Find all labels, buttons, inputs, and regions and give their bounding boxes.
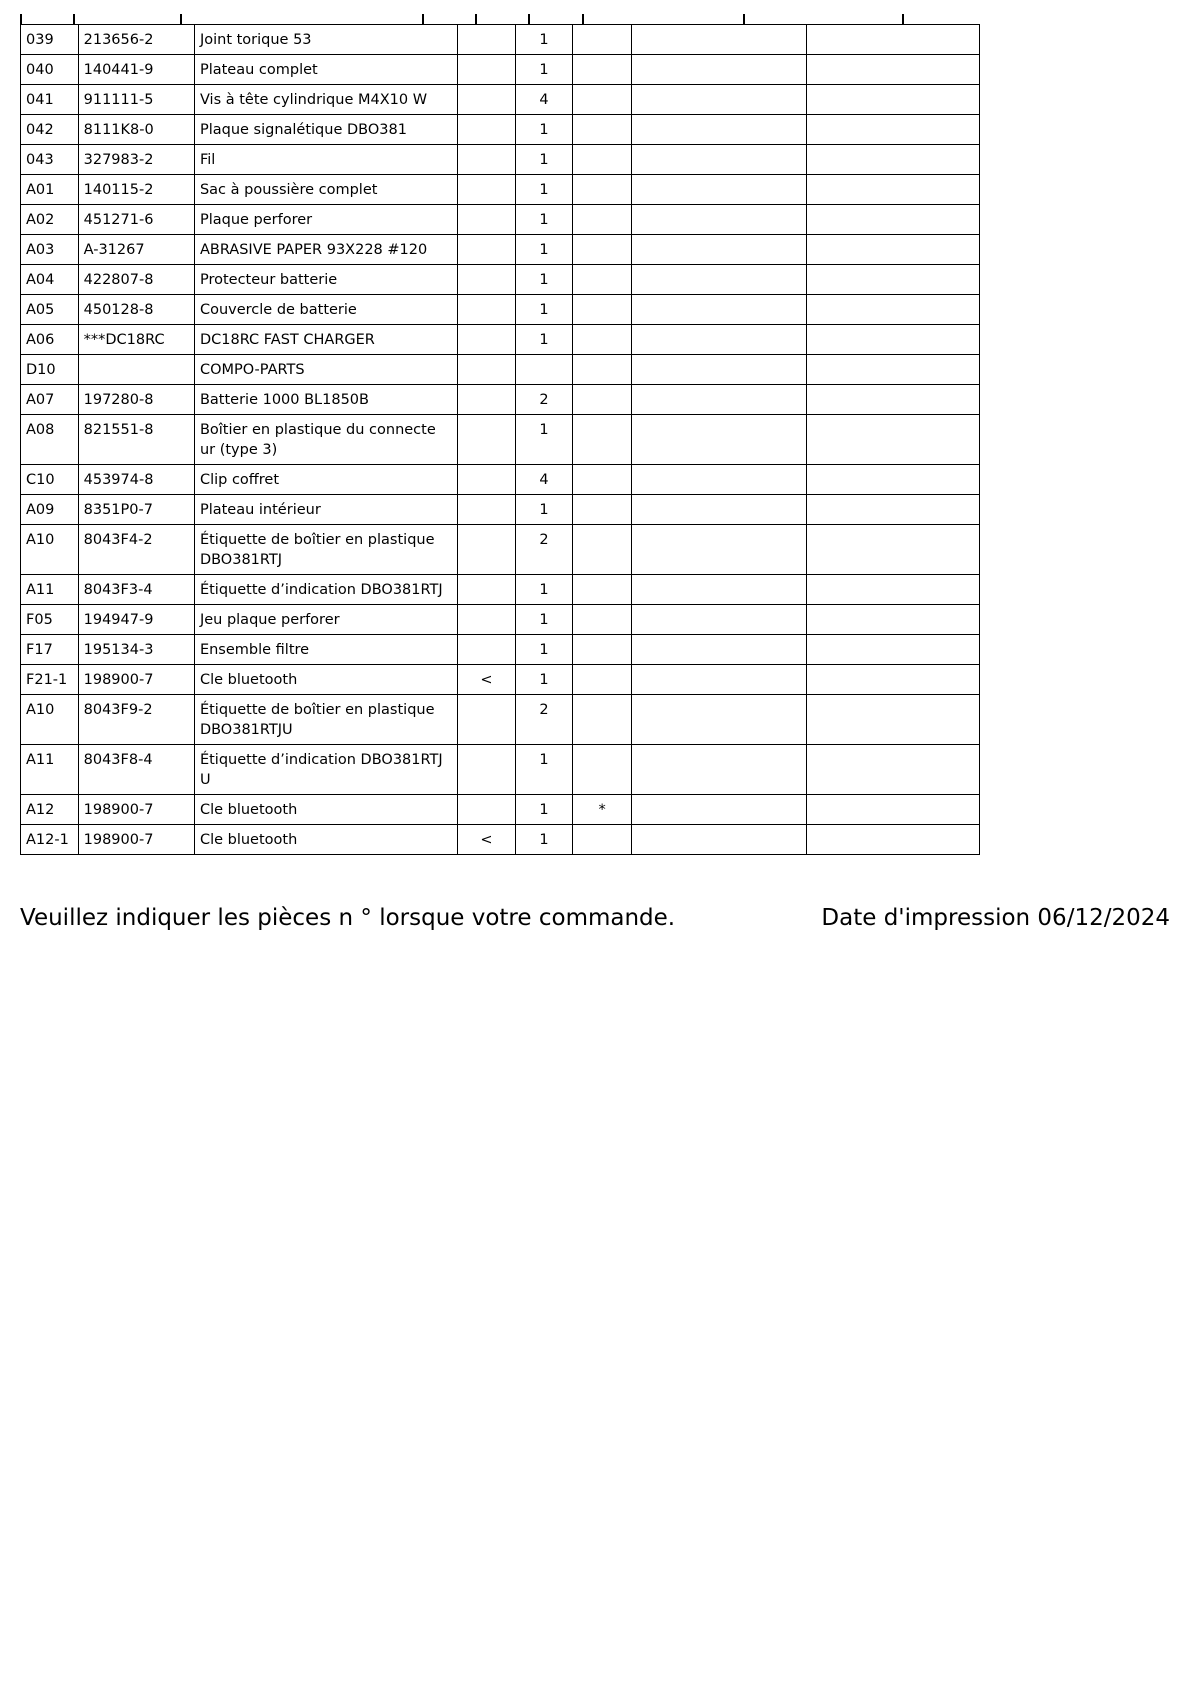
blank-cell xyxy=(632,25,807,55)
part-number-cell: 198900-7 xyxy=(78,825,194,855)
blank-cell xyxy=(807,295,980,325)
table-row xyxy=(21,575,980,605)
blank-cell xyxy=(632,295,807,325)
table-row xyxy=(21,695,980,745)
part-number-cell: 327983-2 xyxy=(78,145,194,175)
blank-cell xyxy=(632,695,807,745)
part-number-cell: 821551-8 xyxy=(78,415,194,465)
table-row xyxy=(21,635,980,665)
blank-cell xyxy=(632,575,807,605)
item-number-cell: 039 xyxy=(21,25,79,55)
quantity-cell: 2 xyxy=(515,525,573,575)
quantity-cell: 1 xyxy=(515,205,573,235)
part-number-cell: 198900-7 xyxy=(78,795,194,825)
note-cell xyxy=(573,325,632,355)
note-cell xyxy=(573,55,632,85)
item-number-cell: A09 xyxy=(21,495,79,525)
description-cell: Fil xyxy=(194,145,457,175)
table-row xyxy=(21,115,980,145)
table-row xyxy=(21,25,980,55)
description-cell: COMPO-PARTS xyxy=(194,355,457,385)
item-number-cell: F21-1 xyxy=(21,665,79,695)
parts-list-table xyxy=(20,24,980,855)
description-cell: Boîtier en plastique du connecte ur (type 3) xyxy=(194,415,457,465)
part-number-cell: 8043F3-4 xyxy=(78,575,194,605)
blank-cell xyxy=(807,605,980,635)
mark-cell xyxy=(458,25,516,55)
item-number-cell: D10 xyxy=(21,355,79,385)
blank-cell xyxy=(632,525,807,575)
quantity-cell: 1 xyxy=(515,795,573,825)
item-number-cell: A10 xyxy=(21,695,79,745)
part-number-cell xyxy=(78,355,194,385)
table-row xyxy=(21,175,980,205)
blank-cell xyxy=(807,85,980,115)
item-number-cell: A07 xyxy=(21,385,79,415)
description-cell: Plateau intérieur xyxy=(194,495,457,525)
blank-cell xyxy=(807,235,980,265)
blank-cell xyxy=(632,665,807,695)
description-cell: Plaque perforer xyxy=(194,205,457,235)
note-cell xyxy=(573,385,632,415)
table-row xyxy=(21,525,980,575)
blank-cell xyxy=(632,355,807,385)
table-row xyxy=(21,235,980,265)
blank-cell xyxy=(632,325,807,355)
blank-cell xyxy=(807,665,980,695)
note-cell xyxy=(573,265,632,295)
description-cell: DC18RC FAST CHARGER xyxy=(194,325,457,355)
note-cell xyxy=(573,465,632,495)
blank-cell xyxy=(632,605,807,635)
quantity-cell: 1 xyxy=(515,235,573,265)
part-number-cell: 197280-8 xyxy=(78,385,194,415)
blank-cell xyxy=(632,495,807,525)
quantity-cell: 1 xyxy=(515,635,573,665)
quantity-cell: 1 xyxy=(515,295,573,325)
note-cell xyxy=(573,525,632,575)
blank-cell xyxy=(807,635,980,665)
note-cell xyxy=(573,695,632,745)
blank-cell xyxy=(632,825,807,855)
quantity-cell: 1 xyxy=(515,55,573,85)
description-cell: ABRASIVE PAPER 93X228 #120 xyxy=(194,235,457,265)
blank-cell xyxy=(632,235,807,265)
blank-cell xyxy=(807,495,980,525)
mark-cell xyxy=(458,55,516,85)
note-cell xyxy=(573,415,632,465)
mark-cell: < xyxy=(458,665,516,695)
note-cell xyxy=(573,25,632,55)
mark-cell xyxy=(458,85,516,115)
blank-cell xyxy=(807,415,980,465)
mark-cell: < xyxy=(458,825,516,855)
blank-cell xyxy=(632,145,807,175)
mark-cell xyxy=(458,115,516,145)
blank-cell xyxy=(807,825,980,855)
mark-cell xyxy=(458,575,516,605)
quantity-cell: 1 xyxy=(515,745,573,795)
blank-cell xyxy=(807,355,980,385)
blank-cell xyxy=(807,115,980,145)
description-cell: Étiquette de boîtier en plastique DBO381RTJ xyxy=(194,525,457,575)
note-cell xyxy=(573,175,632,205)
table-row xyxy=(21,385,980,415)
table-row xyxy=(21,85,980,115)
part-number-cell: 198900-7 xyxy=(78,665,194,695)
table-row xyxy=(21,205,980,235)
note-cell xyxy=(573,745,632,795)
item-number-cell: A02 xyxy=(21,205,79,235)
description-cell: Étiquette d’indication DBO381RTJ U xyxy=(194,745,457,795)
mark-cell xyxy=(458,265,516,295)
quantity-cell: 1 xyxy=(515,575,573,605)
blank-cell xyxy=(807,695,980,745)
quantity-cell: 1 xyxy=(515,265,573,295)
mark-cell xyxy=(458,605,516,635)
description-cell: Étiquette de boîtier en plastique DBO381RTJU xyxy=(194,695,457,745)
table-row xyxy=(21,465,980,495)
table-row xyxy=(21,495,980,525)
table-row xyxy=(21,795,980,825)
part-number-cell: 194947-9 xyxy=(78,605,194,635)
description-cell: Vis à tête cylindrique M4X10 W xyxy=(194,85,457,115)
mark-cell xyxy=(458,145,516,175)
description-cell: Plaque signalétique DBO381 xyxy=(194,115,457,145)
parts-table-body xyxy=(21,25,980,855)
part-number-cell: 8043F4-2 xyxy=(78,525,194,575)
part-number-cell: 140115-2 xyxy=(78,175,194,205)
mark-cell xyxy=(458,745,516,795)
part-number-cell: 8351P0-7 xyxy=(78,495,194,525)
table-row xyxy=(21,55,980,85)
mark-cell xyxy=(458,205,516,235)
part-number-cell: 8111K8-0 xyxy=(78,115,194,145)
mark-cell xyxy=(458,295,516,325)
item-number-cell: A10 xyxy=(21,525,79,575)
table-row xyxy=(21,825,980,855)
blank-cell xyxy=(807,525,980,575)
note-cell xyxy=(573,85,632,115)
blank-cell xyxy=(807,175,980,205)
blank-cell xyxy=(632,205,807,235)
item-number-cell: A03 xyxy=(21,235,79,265)
description-cell: Clip coffret xyxy=(194,465,457,495)
blank-cell xyxy=(632,115,807,145)
blank-cell xyxy=(632,385,807,415)
part-number-cell: 8043F9-2 xyxy=(78,695,194,745)
part-number-cell: 195134-3 xyxy=(78,635,194,665)
note-cell xyxy=(573,355,632,385)
item-number-cell: A06 xyxy=(21,325,79,355)
note-cell xyxy=(573,115,632,145)
mark-cell xyxy=(458,355,516,385)
mark-cell xyxy=(458,415,516,465)
part-number-cell: 453974-8 xyxy=(78,465,194,495)
table-row xyxy=(21,295,980,325)
note-cell xyxy=(573,635,632,665)
item-number-cell: F17 xyxy=(21,635,79,665)
quantity-cell: 1 xyxy=(515,415,573,465)
description-cell: Couvercle de batterie xyxy=(194,295,457,325)
blank-cell xyxy=(807,205,980,235)
quantity-cell: 2 xyxy=(515,385,573,415)
blank-cell xyxy=(632,265,807,295)
quantity-cell: 1 xyxy=(515,25,573,55)
part-number-cell: A-31267 xyxy=(78,235,194,265)
quantity-cell: 1 xyxy=(515,665,573,695)
note-cell xyxy=(573,605,632,635)
description-cell: Étiquette d’indication DBO381RTJ xyxy=(194,575,457,605)
mark-cell xyxy=(458,325,516,355)
description-cell: Protecteur batterie xyxy=(194,265,457,295)
table-row xyxy=(21,605,980,635)
part-number-cell: ***DC18RC xyxy=(78,325,194,355)
print-date: Date d'impression 06/12/2024 xyxy=(821,905,1170,931)
quantity-cell: 1 xyxy=(515,825,573,855)
description-cell: Cle bluetooth xyxy=(194,665,457,695)
blank-cell xyxy=(807,465,980,495)
blank-cell xyxy=(807,145,980,175)
blank-cell xyxy=(807,745,980,795)
blank-cell xyxy=(807,265,980,295)
item-number-cell: 041 xyxy=(21,85,79,115)
description-cell: Cle bluetooth xyxy=(194,795,457,825)
mark-cell xyxy=(458,235,516,265)
blank-cell xyxy=(632,745,807,795)
blank-cell xyxy=(632,175,807,205)
item-number-cell: F05 xyxy=(21,605,79,635)
note-cell xyxy=(573,495,632,525)
note-cell xyxy=(573,575,632,605)
description-cell: Jeu plaque perforer xyxy=(194,605,457,635)
quantity-cell: 4 xyxy=(515,85,573,115)
quantity-cell: 1 xyxy=(515,145,573,175)
description-cell: Cle bluetooth xyxy=(194,825,457,855)
blank-cell xyxy=(632,415,807,465)
blank-cell xyxy=(632,635,807,665)
item-number-cell: A08 xyxy=(21,415,79,465)
quantity-cell: 2 xyxy=(515,695,573,745)
table-row xyxy=(21,265,980,295)
part-number-cell: 450128-8 xyxy=(78,295,194,325)
blank-cell xyxy=(807,325,980,355)
blank-cell xyxy=(632,85,807,115)
part-number-cell: 422807-8 xyxy=(78,265,194,295)
mark-cell xyxy=(458,635,516,665)
description-cell: Batterie 1000 BL1850B xyxy=(194,385,457,415)
blank-cell xyxy=(632,465,807,495)
part-number-cell: 451271-6 xyxy=(78,205,194,235)
mark-cell xyxy=(458,385,516,415)
note-cell xyxy=(573,145,632,175)
note-cell xyxy=(573,205,632,235)
mark-cell xyxy=(458,525,516,575)
item-number-cell: 043 xyxy=(21,145,79,175)
description-cell: Ensemble filtre xyxy=(194,635,457,665)
item-number-cell: A12-1 xyxy=(21,825,79,855)
table-row xyxy=(21,415,980,465)
table-row xyxy=(21,665,980,695)
description-cell: Plateau complet xyxy=(194,55,457,85)
table-row xyxy=(21,145,980,175)
part-number-cell: 8043F8-4 xyxy=(78,745,194,795)
description-cell: Joint torique 53 xyxy=(194,25,457,55)
blank-cell xyxy=(807,385,980,415)
table-row xyxy=(21,745,980,795)
item-number-cell: A04 xyxy=(21,265,79,295)
quantity-cell xyxy=(515,355,573,385)
note-cell xyxy=(573,665,632,695)
quantity-cell: 1 xyxy=(515,605,573,635)
blank-cell xyxy=(632,55,807,85)
note-cell xyxy=(573,825,632,855)
mark-cell xyxy=(458,695,516,745)
part-number-cell: 140441-9 xyxy=(78,55,194,85)
part-number-cell: 911111-5 xyxy=(78,85,194,115)
part-number-cell: 213656-2 xyxy=(78,25,194,55)
quantity-cell: 1 xyxy=(515,495,573,525)
table-row xyxy=(21,325,980,355)
blank-cell xyxy=(807,795,980,825)
item-number-cell: A11 xyxy=(21,575,79,605)
blank-cell xyxy=(807,25,980,55)
table-row xyxy=(21,355,980,385)
quantity-cell: 1 xyxy=(515,175,573,205)
blank-cell xyxy=(807,575,980,605)
note-cell xyxy=(573,235,632,265)
item-number-cell: A11 xyxy=(21,745,79,795)
item-number-cell: A05 xyxy=(21,295,79,325)
quantity-cell: 1 xyxy=(515,115,573,145)
note-cell: * xyxy=(573,795,632,825)
note-cell xyxy=(573,295,632,325)
item-number-cell: A01 xyxy=(21,175,79,205)
description-cell: Sac à poussière complet xyxy=(194,175,457,205)
mark-cell xyxy=(458,795,516,825)
item-number-cell: 040 xyxy=(21,55,79,85)
item-number-cell: C10 xyxy=(21,465,79,495)
blank-cell xyxy=(807,55,980,85)
blank-cell xyxy=(632,795,807,825)
mark-cell xyxy=(458,495,516,525)
mark-cell xyxy=(458,465,516,495)
mark-cell xyxy=(458,175,516,205)
quantity-cell: 1 xyxy=(515,325,573,355)
item-number-cell: A12 xyxy=(21,795,79,825)
quantity-cell: 4 xyxy=(515,465,573,495)
item-number-cell: 042 xyxy=(21,115,79,145)
order-instruction-note: Veuillez indiquer les pièces n ° lorsque votre commande. xyxy=(20,905,676,931)
